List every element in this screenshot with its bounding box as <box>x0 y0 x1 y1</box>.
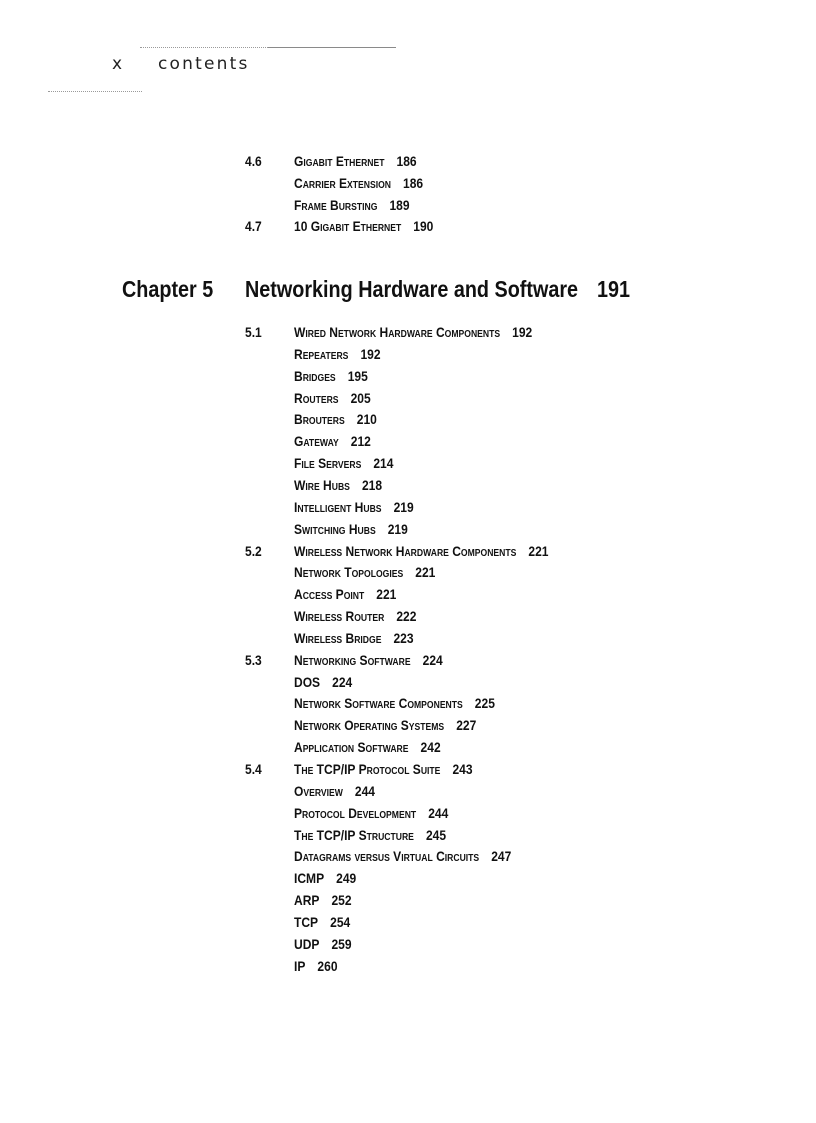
running-head: contents <box>158 54 250 74</box>
toc-entry-title: Routers <box>294 389 339 406</box>
toc-entry-title: Carrier Extension <box>294 174 392 191</box>
toc-entry-page: 221 <box>528 542 549 559</box>
toc-entry-title: Gigabit Ethernet <box>294 153 385 169</box>
toc-entry-title: Network Operating Systems <box>294 717 445 734</box>
toc-entry[interactable] <box>294 781 375 801</box>
toc-entry-title: Frame Bursting <box>294 196 378 213</box>
toc-entry-title: IP <box>294 957 306 974</box>
toc-entry-page: 212 <box>350 433 371 450</box>
toc-entry-title: Bridges <box>294 367 336 384</box>
toc-entry[interactable] <box>294 151 417 171</box>
toc-entry-title: Wire Hubs <box>294 476 350 493</box>
toc-section-number: 5.4 <box>245 761 262 777</box>
toc-entry-page: 224 <box>422 651 443 668</box>
toc-entry[interactable] <box>294 912 350 932</box>
toc-entry-page: 252 <box>331 892 352 909</box>
page-number: x <box>112 54 124 74</box>
toc-entry-page: 243 <box>452 761 473 777</box>
toc-entry[interactable] <box>294 825 446 845</box>
toc-entry[interactable] <box>294 846 511 866</box>
toc-entry-title: Switching Hubs <box>294 520 376 537</box>
toc-entry[interactable] <box>294 322 532 342</box>
toc-entry[interactable] <box>294 759 473 779</box>
toc-section-number: 4.6 <box>245 153 262 169</box>
toc-entry-page: 219 <box>393 498 414 515</box>
toc-entry-page: 186 <box>403 174 424 191</box>
toc-entry-title: Wireless Router <box>294 608 385 625</box>
toc-entry-page: 245 <box>425 826 447 843</box>
toc-entry-page: 219 <box>387 520 408 537</box>
toc-entry-page: 221 <box>415 564 436 581</box>
toc-entry[interactable] <box>294 562 435 582</box>
toc-entry-title: Protocol Development <box>294 804 417 821</box>
toc-entry-page: 214 <box>373 455 394 472</box>
toc-entry[interactable] <box>294 388 371 408</box>
toc-entry[interactable] <box>294 344 381 364</box>
toc-entry-page: 249 <box>336 870 357 887</box>
toc-section-number: 4.7 <box>245 218 262 235</box>
toc-entry-title: Gateway <box>294 433 339 450</box>
toc-section-number: 5.3 <box>245 651 262 668</box>
toc-entry[interactable] <box>294 934 352 954</box>
toc-entry-page: 210 <box>356 411 377 428</box>
toc-entry[interactable] <box>294 584 396 604</box>
toc-entry-page: 186 <box>396 153 417 169</box>
toc-entry[interactable] <box>294 890 352 910</box>
toc-entry-page: 244 <box>354 782 376 799</box>
toc-entry[interactable] <box>294 956 338 976</box>
toc-entry-page: 254 <box>330 913 351 930</box>
toc-entry-title: Network Topologies <box>294 564 404 581</box>
chapter-heading <box>245 274 630 304</box>
toc-entry[interactable] <box>294 868 356 888</box>
toc-entry-title: The TCP/IP Protocol Suite <box>294 761 441 777</box>
toc-entry-title: Intelligent Hubs <box>294 498 382 515</box>
toc-entry-page: 227 <box>456 717 477 734</box>
toc-entry-page: 205 <box>350 389 371 406</box>
toc-entry[interactable] <box>294 541 548 561</box>
toc-entry[interactable] <box>294 519 408 539</box>
toc-entry[interactable] <box>294 216 433 236</box>
toc-entry[interactable] <box>294 650 443 670</box>
toc-entry-title: The TCP/IP Structure <box>294 826 414 843</box>
toc-entry-page: 224 <box>332 673 353 690</box>
toc-entry[interactable] <box>294 803 448 823</box>
toc-entry-title: 10 Gigabit Ethernet <box>294 218 402 235</box>
toc-entry-page: 189 <box>389 196 410 213</box>
toc-entry[interactable] <box>294 173 423 193</box>
toc-entry-page: 223 <box>393 629 414 646</box>
toc-section-number: 5.2 <box>245 542 262 559</box>
chapter-title: Networking Hardware and Software <box>245 276 579 302</box>
toc-entry[interactable] <box>294 366 368 386</box>
toc-entry-title: Wireless Network Hardware Components <box>294 542 517 559</box>
toc-entry-page: 260 <box>317 957 338 974</box>
toc-entry-page: 242 <box>420 739 441 756</box>
toc-entry-title: Wired Network Hardware Components <box>294 324 501 340</box>
toc-entry-title: TCP <box>294 913 319 930</box>
toc-entry[interactable] <box>294 737 441 757</box>
toc-entry-title: Access Point <box>294 586 365 603</box>
chapter-page: 191 <box>596 276 630 302</box>
toc-entry[interactable] <box>294 606 416 626</box>
toc-entry[interactable] <box>294 431 371 451</box>
toc-entry-page: 192 <box>360 345 381 362</box>
toc-entry-page: 222 <box>396 608 417 625</box>
toc-entry-title: Repeaters <box>294 345 349 362</box>
toc-entry-page: 225 <box>474 695 495 712</box>
toc-entry-title: File Servers <box>294 455 362 472</box>
toc-section-number: 5.1 <box>245 324 262 340</box>
toc-entry-page: 244 <box>428 804 449 821</box>
toc-entry-title: Networking Software <box>294 651 411 668</box>
toc-entry-page: 247 <box>491 848 512 865</box>
toc-entry[interactable] <box>294 195 410 215</box>
toc-entry[interactable] <box>294 497 414 517</box>
toc-entry[interactable] <box>294 672 352 692</box>
toc-entry[interactable] <box>294 453 393 473</box>
toc-entry-title: Overview <box>294 782 343 799</box>
toc-entry-page: 221 <box>376 586 397 603</box>
toc-entry[interactable] <box>294 693 495 713</box>
toc-entry[interactable] <box>294 475 382 495</box>
toc-entry-title: ARP <box>294 892 320 909</box>
toc-entry-title: UDP <box>294 935 320 952</box>
toc-entry-title: Wireless Bridge <box>294 629 382 646</box>
toc-entry-page: 218 <box>361 476 383 493</box>
header-rule-solid <box>268 47 396 48</box>
toc-entry-title: ICMP <box>294 870 325 887</box>
toc-entry-page: 259 <box>331 935 352 952</box>
toc-entry[interactable] <box>294 628 414 648</box>
toc-entry-page: 192 <box>512 324 533 340</box>
toc-entry-title: Network Software Components <box>294 695 463 712</box>
toc-entry-title: Application Software <box>294 739 409 756</box>
toc-entry-page: 195 <box>347 367 368 384</box>
toc-entry-page: 190 <box>413 218 434 235</box>
header-rule-left <box>48 91 142 92</box>
toc-entry-title: Brouters <box>294 411 345 428</box>
chapter-label: Chapter 5 <box>122 276 214 302</box>
toc-entry[interactable] <box>294 715 476 735</box>
toc-entry-title: DOS <box>294 673 321 690</box>
toc-entry[interactable] <box>294 409 377 429</box>
toc-entry-title: Datagrams versus Virtual Circuits <box>294 848 480 865</box>
